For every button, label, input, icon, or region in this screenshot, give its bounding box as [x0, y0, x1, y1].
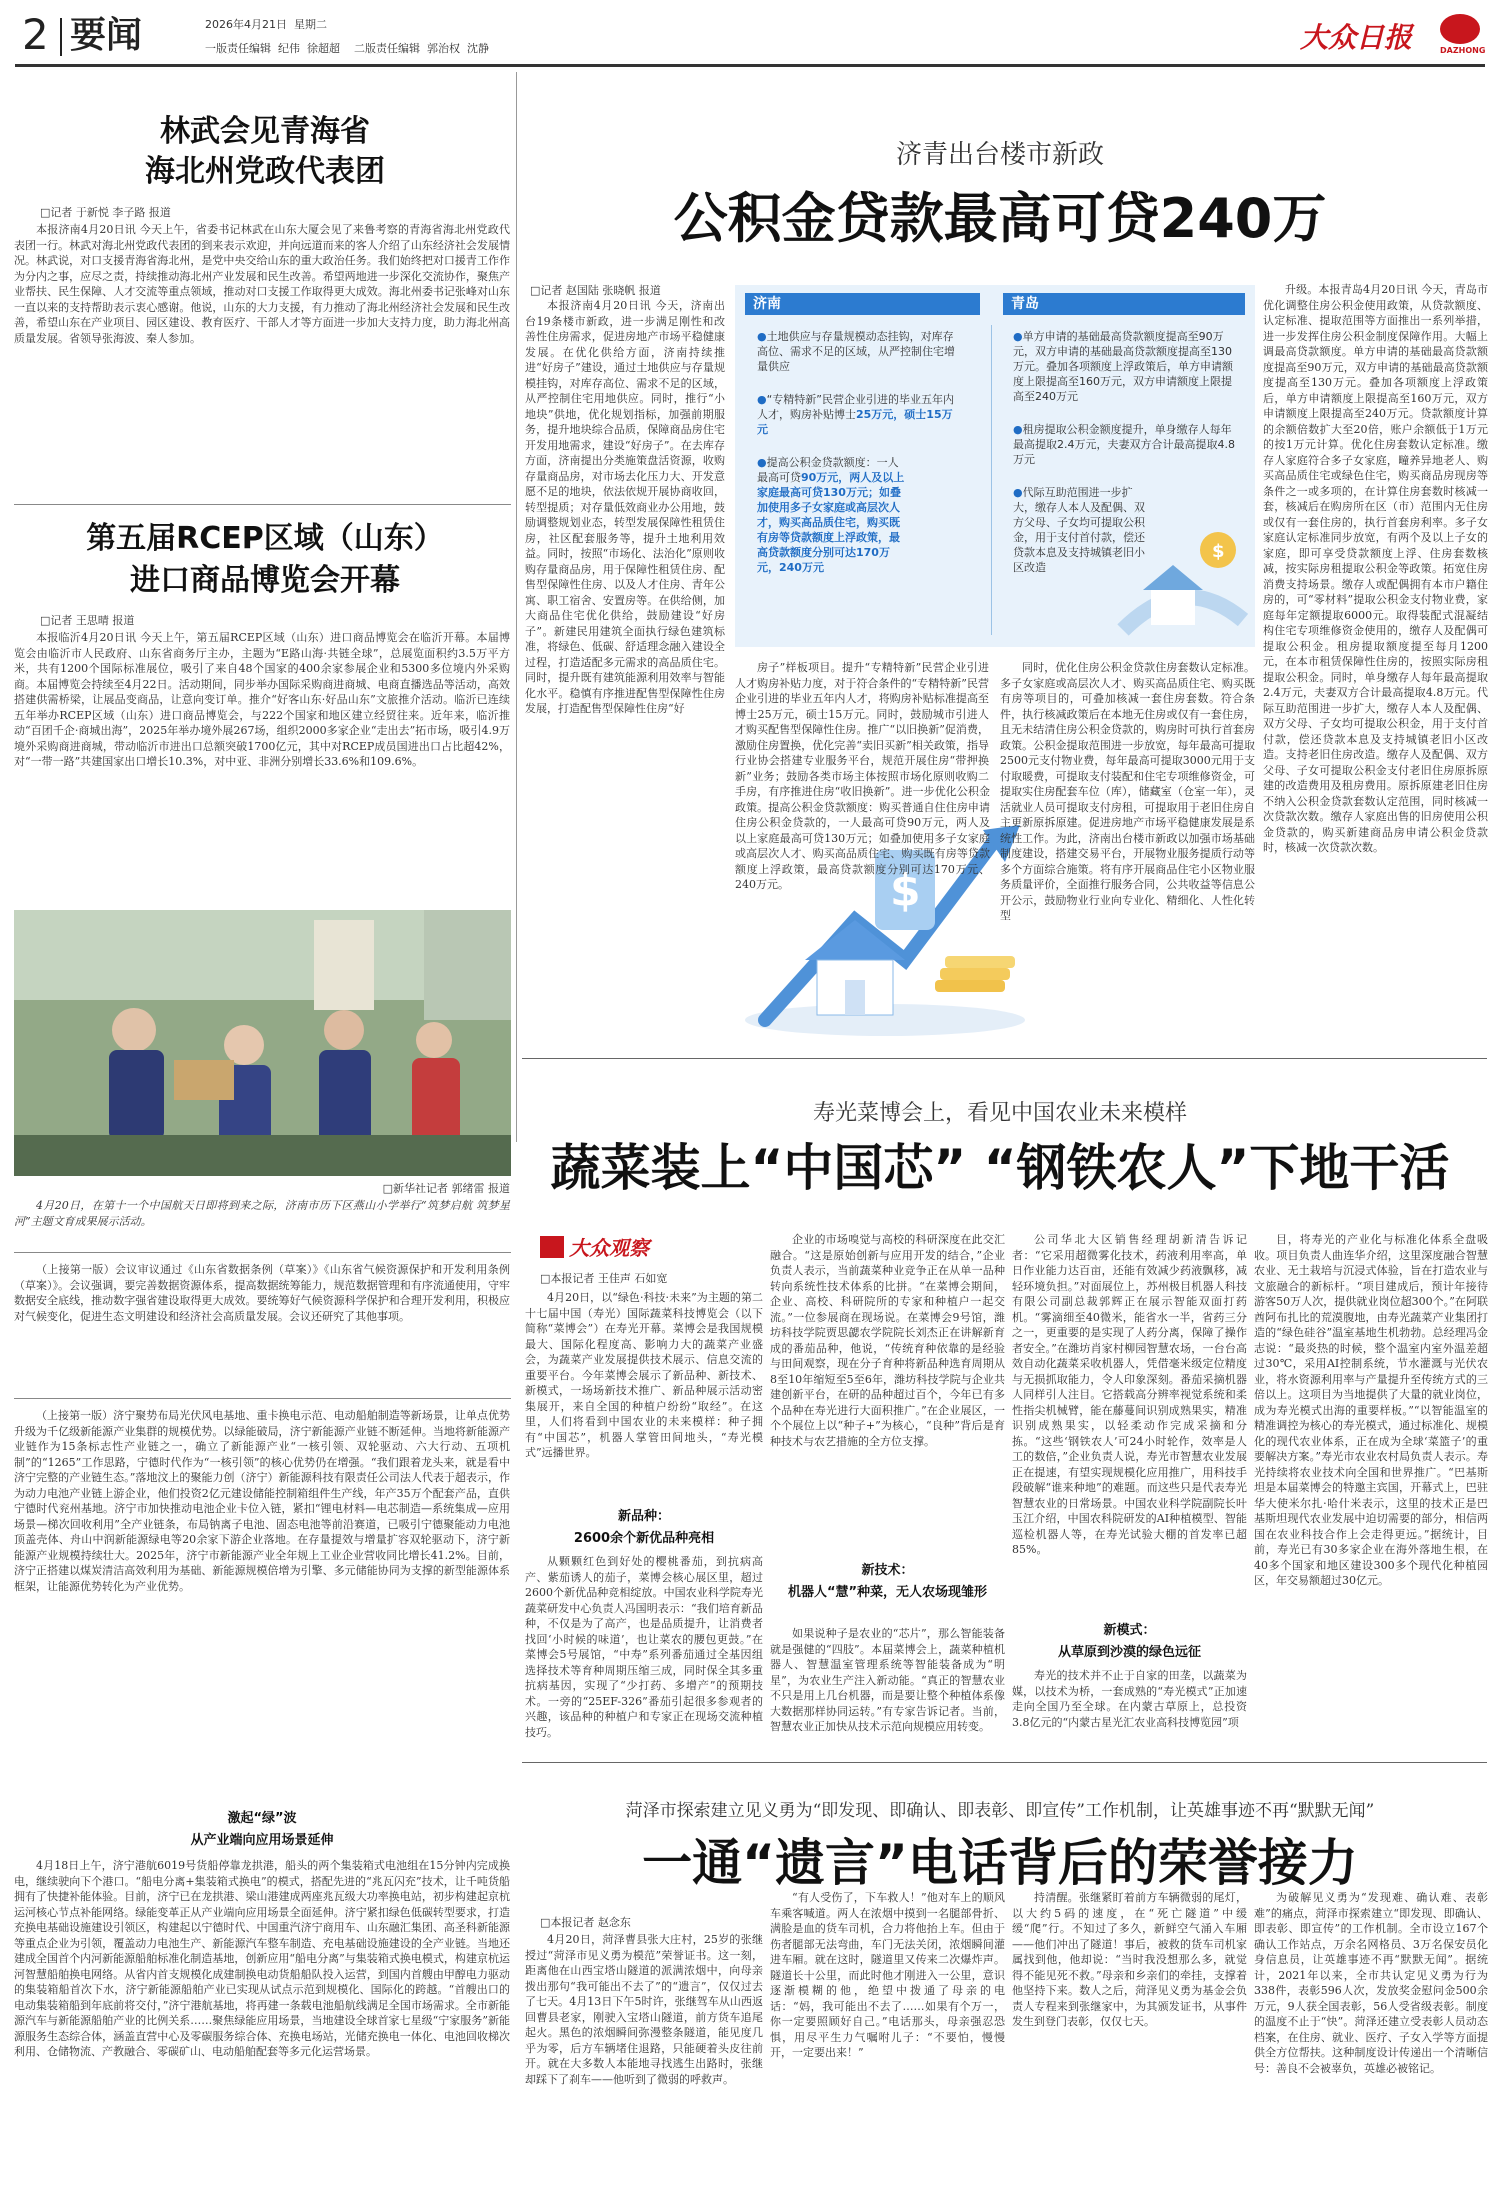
- card-divider: [991, 325, 992, 635]
- jinan-label: 济南: [745, 293, 980, 315]
- story2-body: 本报临沂4月20日讯 今天上午，第五届RCEP区域（山东）进口商品博览会在临沂开幕。本届博览会由临沂市人民政府、山东省商务厅主办，主题为“E路山海·共链全球”，总展览面积约3.5万平方米，共有1200个国际标准展位，吸引了来自48个国家的400余家参展企业和5300多位境内外采购商。本届博览会持续至4月22日。活动期间，同步举办国际采购商进商城、电商直播选品等活动，高效搭建供需桥梁，让展品变商品，让意向变订单。推介“好客山东·好品山东”文旅推介活动。临沂已连续五年举办RCEP区域（山东）进口商品博览会，与222个国家和地区建立经贸往来。近年来，临沂推动“百团千企·商城出海”，2025年举办境外展267场，组织2000多家企业“走出去”拓市场，吸引4.9万境外采购商进商城，带动临沂市进出口总额突破1700亿元，其中对RCEP成员国进出口占比超42%，对“一带一路”共建国家出口增长10.3%，对中亚、非洲分别增长33.6%和109.6%。: [14, 631, 510, 768]
- news-photo: [14, 910, 511, 1176]
- story7-col4: 为破解见义勇为“发现难、确认难、表彰难”的痛点，菏泽市探索建立“即发现、即确认、即表彰、即宣传”的工作机制。全市设立167个确认工作站点，万余名网格员、3万名保安员化身信息员，让英雄事迹不再“默默无闻”。据统计，2021年以来，全市共认定见义勇为行为338件，表彰596人次，发放奖金慰问金500余万元，9人获全国表彰，56人受省级表彰。制度的温度不止于“快”。菏泽还建立受表彰人员动态档案，在住房、就业、医疗、子女入学等方面提供全方位帮扶。这种制度设计传递出一个清晰信号：善良不会被辜负，英雄必被铭记。: [1254, 1891, 1488, 2075]
- section-rule: [14, 1252, 511, 1253]
- story6-col4: 目，将寿光的产业化与标准化体系全盘吸收。项目负责人曲连华介绍，这里深度融合智慧农业、无土栽培与沉浸式体验，旨在打造农业与文旅融合的新标杆。“项目建成后，预计年接待游客50万人次，提供就业岗位超300个。”在阿联酋阿布扎比的荒漠腹地，由寿光蔬菜产业集团打造的“绿色硅谷”温室基地生机勃勃。总经理冯金志说：“最炎热的时候，整个温室内室外温差超过30℃，采用AI控制系统，节水灌溉与光伏农业，将水资源利用率与产量提升至传统方式的三倍以上。这项目为当地提供了大量的就业岗位，成为寿光模式出海的重要样板。”“以智能温室的精准调控为核心的寿光模式，通过标准化、规模化的现代农业体系，正在成为全球‘菜篮子’的重要解决方案。”寿光市农业农村局负责人表示。寿光持续将农业技术向全国和世界推广。“巴基斯坦是本届菜博会的特邀主宾国，开幕式上，巴驻华大使米尔扎·哈什米表示，这里的技术正是巴基斯坦现代农业发展中迫切需要的部分，相信两国在农业科技合作上会走得更远。”据统计，目前，寿光已有30多家企业在海外落地生根，在40多个国家和地区建设300多个现代化种植园区，年交易额超过30亿元。: [1254, 1233, 1488, 1587]
- section-rule: [522, 1058, 1487, 1059]
- bullet-icon: ●: [1013, 423, 1023, 436]
- story6-col1: 4月20日，以“绿色·科技·未来”为主题的第二十七届中国（寿光）国际蔬菜科技博览会（以下简称“菜博会”）在寿光开幕。菜博会是我国规模最大、国际化程度高、影响力大的蔬菜产业盛会，为蔬菜产业发展提供技术展示、信息交流的重要平台。今年菜博会展示了新品种、新技术、新模式，一场场新技术推广、新品种展示活动密集展开，来自全国的种植户纷纷“取经”。在这里，人们将看到中国农业的未来模样：种子拥有“中国芯”，机器人掌管田间地头，“寿光模式”远播世界。: [525, 1291, 763, 1459]
- story5-col4: 升级。本报青岛4月20日讯 今天，青岛市优化调整住房公积金使用政策，从贷款额度、认定标准、提取范围等方面推出一系列举措，进一步发挥住房公积金制度保障作用。大幅上调最高贷款额度。单方申请的基础最高贷款额度提高至90万元，双方申请的基础最高贷款额度提高至130万元。叠加各项额度上浮政策后，单方申请额度上限提高至160万元，双方申请额度上限提高至240万元。贷款额度计算的余额倍数扩大至20倍，账户余额低于1万元的按1万元计算。优化住房套数认定标准。缴存人家庭符合多子女家庭，疃养异地老人、购买高品质住宅或绿色住宅，购买商品房现房等条件之一或多项的，在计算住房套数时核减一套，核减后在购房所在区（市）范围内无住房或仅有一套住房的，执行首套房利率。多子女家庭认定标准同步放宽，有两个及以上子女的家庭，即可享受贷款额度上浮、住房套数核减，按实际房租提取公积金等政策。拓宽住房消费支持场景。缴存人或配偶拥有本市户籍住房的，可“零材料”提取公积金支付物业费，家庭每年定额提取6000元。取得装配式混凝结构住宅专项维修资金使用的，缴存人及配偶可提取公积金。租房提取额度提至每月1200元，在本市租赁保障性住房的，按照实际房租提取公积金。同时，单身缴存人每年最高提取2.4万元，夫妻双方合计最高提取4.8万元。代际互助范围进一步扩大，缴存人本人及配偶、双方父母、子女均可提取公积金，用于支付首付款，偿还贷款本息及支持城镇老旧小区改造。支持老旧住房改造。缴存人及配偶、双方父母、子女可提取公积金支付老旧住房原拆原建的改造费用及租房费用。原拆原建老旧住房不纳入公积金贷款套数认定范围，同时核减一次贷款次数。缴存人家庭出售的旧房使用公积金贷款的，购买新建商品房申请公积金贷款时，核减一次贷款次数。: [1263, 283, 1488, 854]
- story4-body2: 4月18日上午，济宁港航6019号货船停靠龙拱港，船头的两个集装箱式电池组在15分钟内完成换电，继续驶向下个港口。“船电分离+集装箱式换电”的模式，搭配先进的“兆瓦闪充”技术，让千吨货船拥有了快捷补能体验。目前，济宁已在龙拱港、梁山港建成两座兆瓦级大功率换电站，初步构建起京杭运河核心节点补能网络。绿能变革正从产业端向应用场景全面延伸。济宁紧扣绿色低碳转型要求，打造充换电基础设施建设引领区，构建起以宁德时代、中国重汽济宁商用车、山东融汇集团、高圣科新能源等重点企业为引领，覆盖动力电池生产、新能源汽车整车制造、充电基础设施建设的全产业链。当地还建成全国首个内河新能源船舶标准化制造基地，创新应用“船电分离”与集装箱式换电模式，构建京杭运河智慧船舶换电网络。从省内首支规模化成建制换电动货船船队投入运营，到国内首艘由甲醇电力驱动的集装箱船首次下水，济宁新能源船舶产业已实现从试点示范到规模化、国际化的跨越。“首艘出口的电动集装箱船到年底前将交付，”济宁港航基地，将再建一条载电池船航线满足全国市场需求。全市新能源汽车与新能源船舶产业的比例关系……聚焦绿能应用场景，当地建设全球首家七星级“宁家服务”新能源服务生态综合体，涵盖直营中心及零碳服务综合体、充换电场站，光储充换电一体化、电池回收梯次利用、仓储物流、产教融合、零碳矿山、电动船舶配套等多元化运营场景。: [14, 1859, 510, 2058]
- jinan-items: [757, 329, 957, 593]
- story5-title: 公积金贷款最高可贷240万: [673, 187, 1327, 250]
- story6-col1b: 从颗颗红色到好处的樱桃番茄，到抗病高产、紫茄诱人的茄子，菜博会核心展区里，超过2600个新优品种竞相绽放。中国农业科学院寿光蔬菜研发中心负责人冯国明表示：“我们培育新品种，不仅是为了高产，也是品质提升，让消费者找回‘小时候的味道’，也让菜农的腰包更鼓。”在菜博会5号展馆，“中寿”系列番茄通过全基因组选择技术等育种周期压缩三成，同时保全其多重抗病基因，实现了“少打药、多增产”的预期技术。一旁的“25EF-326”番茄引起很多参观者的兴趣，该品种的种植户和专家正在现场交流种植技巧。: [525, 1555, 763, 1739]
- page-number: 2: [22, 10, 49, 59]
- story4-body1: （上接第一版）济宁聚势布局光伏风电基地、重卡换电示范、电动船舶制造等新场景，让单点优势升级为千亿级新能源产业集群的规模优势。以绿能破局，济宁新能源产业链不断延伸。当地将新能源产业链作为15条标志性产业链之一，确立了新能源产业“一核引领、双轮驱动、六大行动、五项机制”的“1265”工作思路，宁德时代作为“一核引领”的核心优势仍在增强。“我们跟着龙头来，就是看中济宁完整的产业链生态。”落地汶上的聚能力创（济宁）新能源科技有限责任公司法人代表于超表示，作为动力电池产业链上游企业，他们投资2亿元建设储能控制箱组件生产线，年产35万个配套产品，直供宁德时代兖州基地。济宁市加快推动电池企业卡位入链，紧扣“锂电材料—电芯制造—系统集成—应用场景—梯次回收利用”全产业链条，布局钠离子电池、固态电池等前沿赛道，已吸引宁德聚能动力电池顶盖壳体、舟山中润新能源绿电等20余家下游企业落地。在存量提效与增量扩容双轮驱动下，济宁新能源产业规模持续壮大。2025年，济宁市新能源产业全年规上工业企业营收同比增长41.2%。目前，济宁正搭建以煤炭清洁高效利用为基础、新能源规模倍增为引擎、多元储能协同为支撑的新型能源体系框架，让能源优势转化为产业优势。: [14, 1409, 510, 1593]
- story7-col3: 持清醒。张继紧盯着前方车辆微弱的尾灯，以大约5码的速度，在“死亡隧道”中缓缓“爬”行。不知过了多久，新鲜空气涌入车厢——他们冲出了隧道！事后，被救的货车司机家属找到他，他却说：“当时我没想那么多，就觉得不能见死不救。”母亲和乡亲们的牵挂，支撑着他坚持下来。数人之后，菏泽见义勇为基金会负责人专程来到张继家中，为其颁发证书，从事件发生到登门表彰，仅仅七天。: [1012, 1891, 1247, 2028]
- bullet-icon: ●: [1013, 330, 1023, 343]
- story7-byline: □本报记者 赵念东: [540, 1916, 631, 1929]
- story6-col3: 公司华北大区销售经理胡新清告诉记者：“它采用超微雾化技术，药液利用率高，单日作业能力达百亩，还能有效减少药液飘移，减轻环境负担。”对面展位上，苏州极目机器人科技有限公司副总裁郭辉正在展示智能双面打药机。“雾滴细至40微米，能省水一半，省药三分之一，更重要的是实现了人药分离，保障了操作者安全。”在潍坊肖家村柳园智慧农场，一台台高效自动化蔬菜采收机器人，凭借毫米级定位精度与无损抓取能力，令人印象深刻。番茄采摘机器人同样引人注目。它搭载高分辨率视觉系统和柔性指尖机械臂，能在藤蔓间识别成熟果实，精准识别成熟果实，以轻柔动作完成采摘和分拣。“这些‘钢铁农人’可24小时轮作，效率是人工的数倍，”企业负责人说，寿光市智慧农业发展正在提速，有望实现规模化应用推广，用科技手段破解“谁来种地”的难题。而这些只是代表寿光智慧农业的日常场景。中国农业科学院副院长叶玉江介绍，中国农科院研发的AI种植模型、智能巡检机器人等，在寿光试验大棚的首发率已超85%。: [1012, 1233, 1247, 1556]
- story6-sub1: 新品种： 2600余个新优品种亮相: [573, 1509, 715, 1546]
- story3-body: （上接第一版）会议审议通过《山东省数据条例（草案）》《山东省气候资源保护和开发利用条例（草案）》。会议强调，要完善数据资源体系，提高数据统筹能力，规范数据管理和有序流通使用，守牢数据安全底线，推动数字强省建设取得更大成效。要统筹好气候资源科学保护和合理开发利用，积极应对气候变化，促进生态文明建设和经济社会高质量发展。会议还研究了其他事项。: [14, 1263, 510, 1323]
- story7-col1: 4月20日，菏泽曹县张大庄村，25岁的张继授过“菏泽市见义勇为模范”荣誉证书。这一刻，距离他在山西宝塔山隧道的派满浓烟中，向母亲拨出那句“我可能出不去了”的“遗言”，仅仅过去了七天。4月13日下午5时许，张继驾车从山西返回曹县老家，刚驶入宝塔山隧道，前方货车追尾起火。黑色的浓烟瞬间弥漫整条隧道，能见度几乎为零，后方车辆堵住退路，只能硬着头皮往前开。就在大多数人本能地寻找逃生出路时，张继却踩下了刹车——他听到了微弱的呼救声。: [525, 1933, 763, 2086]
- paper-logo: 大众日报 DAZHONG: [1300, 14, 1490, 58]
- story6-col2b: 如果说种子是农业的“芯片”，那么智能装备就是强健的“四肢”。本届菜博会上，蔬菜种植机器人、智慧温室管理系统等智能装备成为“明星”，为农业生产注入新动能。“真正的智慧农业不只是用上几台机器，而是要让整个种植体系像大数据那样协同运转。”有专家告诉记者。当前，智慧农业正加快从技术示范向规模应用转变。: [770, 1627, 1005, 1733]
- photo-students-illustration: [14, 910, 511, 1176]
- story6-title: 蔬菜装上“中国芯” “钢铁农人”下地干活: [550, 1139, 1450, 1197]
- jinan-item: ●提高公积金贷款额度：一人最高可贷90万元，两人及以上家庭最高可贷130万元；如叠加使用多子女家庭或高层次人才，购买高品质住宅，购买既有房等贷款额度上浮政策，最高贷款额度分别可达170万元，240万元: [757, 456, 905, 574]
- masthead-divider: [60, 18, 62, 56]
- story5-kicker: 济青出台楼市新政: [895, 140, 1104, 170]
- story5-col3: 同时，优化住房公积金贷款住房套数认定标准。多子女家庭或高层次人才、购买高品质住宅、购买既有房等项目的，可叠加核减一套住房套数。符合条件，执行核减政策后在本地无住房或仅有一套住房，且无未结清住房公积金贷款的，购房时可执行首套房政策。公积金提取范围进一步放宽，每年最高可提取2500元支付物业费，每年最高可提取3000元用于支付取暖费，可提取支付装配和住宅专项维修资金，可提取实住房配套车位（库），储藏室（仓室一年），灵活就业人员可提取支付房租，可提取用于老旧住房自主更新原拆原建。促进房地产市场平稳健康发展是系统性工作。为此，济南出台楼市新政以加强市场基础制度建设，搭建交易平台，开展物业服务提质行动等多个方面综合施策。将有序开展商品住宅小区物业服务质量评价，全面推行服务合同，公共收益等信息公开公示，鼓励物业行业向专业化、精细化、人性化转型: [1000, 661, 1255, 922]
- bullet-icon: ●: [757, 330, 767, 343]
- issue-date: 2026年4月21日 星期二: [205, 18, 327, 31]
- story7-col2: “有人受伤了，下车救人！”他对车上的顺风车乘客喊道。两人在浓烟中摸到一名腿部骨折、满脸是血的货车司机，合力将他抬上车。但由于伤者腿部无法弯曲，车门无法关闭，浓烟瞬间灌进车厢。就在这时，隧道里又传来二次爆炸声。隧道长十公里，而此时他才刚进入一公里，意识逐渐模糊的他，绝望中拨通了母亲的电话：“妈，我可能出不去了……如果有个万一，你一定要照顾好自己。”电话那头，母亲强忍恐惧，用尽平生力气嘱咐儿子：“不要怕，慢慢开，一定要出来！”: [770, 1891, 1005, 2059]
- story6-byline: □本报记者 王佳声 石如宽: [540, 1272, 668, 1285]
- jinan-item: ●“专精特新”民营企业引进的毕业五年内人才，购房补贴博士25万元，硕士15万元: [757, 393, 955, 436]
- story2-title: 第五届RCEP区域（山东） 进口商品博览会开幕: [86, 521, 444, 598]
- story6-kicker: 寿光菜博会上，看见中国农业未来模样: [812, 1101, 1187, 1126]
- column-logo-icon: [540, 1236, 564, 1258]
- section-rule: [522, 1762, 1487, 1763]
- qingdao-label: 青岛: [1003, 293, 1245, 315]
- story6-sub2: 新技术： 机器人“慧”种菜，无人农场现雏形: [787, 1563, 988, 1600]
- column-logo: 大众观察: [540, 1232, 649, 1260]
- section-rule: [14, 504, 511, 505]
- story5-col1: 本报济南4月20日讯 今天，济南出台19条楼市新政，进一步满足刚性和改善性住房需求，促进房地产市场平稳健康发展。在优化供给方面，济南持续推进“好房子”建设，通过土地供应与存量规模挂钩，对库存高位、需求不足的区域，从严控制住宅用地供应。同时，推行“小地块”供地，优化规划指标，加强前期服务，提升地块综合品质，保障商品房住宅开发用地需求，建设“好房子”。在去库存方面，济南提出分类施策盘活资源，收购存量商品房，对市场去化压力大、开发意愿不足的地块，依法依规开展协商收回，转型提质；对存量低效商业办公用地，鼓励调整规划业态，转型发展保障性租赁住房，社区配套服务等，提升土地利用效益。同时，按照“市场化、法治化”原则收购存量商品房，用于保障性租赁住房、配售型保障性住房、以及人才住房、青年公寓、职工宿舍、安置房等。在供给侧，加大商品住宅优化供给，鼓励建设“好房子”。新建民用建筑全面执行绿色建筑标准，将绿色、低碳、舒适理念融入建设全过程，打造适配多元需求的高品质住宅。同时，提升既有建筑能源利用效率与智能化水平。稳慎有序推进配售型保障性住房发展，打造配售型保障性住房“好: [525, 299, 725, 715]
- qingdao-item: ●单方申请的基础最高贷款额度提高至90万元，双方申请的基础最高贷款额度提高至130万元。叠加各项额度上浮政策后，单方申请额度上限提高至160万元，双方申请额度上限提高至240万元: [1013, 330, 1233, 403]
- bullet-icon: ●: [757, 393, 767, 406]
- policy-card: [735, 285, 1255, 647]
- story5-byline: □记者 赵国陆 张晓帆 报道: [530, 284, 661, 297]
- story7-title: 一通“遗言”电话背后的荣誉接力: [642, 1834, 1358, 1892]
- story6-col2: 企业的市场嗅觉与高校的科研深度在此交汇融合。“这是原始创新与应用开发的结合，”企业负责人表示，当前蔬菜种业竞争正在从单一品种转向系统性技术体系的比拼。“在菜博会期间，企业、高校、科研院所的专家和种植户一起交流。”一位参展商在现场说。在菜博会9号馆，潍坊科技学院贾思勰农学院院长刘杰正在讲解新育成的番茄品种，他说，“传统育种依靠的是经验与田间观察，现在分子育种将新品种选育周期从8至10年缩短至5至6年，潍坊科技学院与企业共建创新平台，在研的品种超过百个，今年已有多个品种在寿光进行大面积推广。”在企业展区，一个个展位上以“种子+”为核心，“良种”背后是育种技术与农艺措施的全方位支撑。: [770, 1233, 1005, 1448]
- qingdao-item: ●租房提取公积金额度提升，单身缴存人每年最高提取2.4万元，夫妻双方合计最高提取4.8万元: [1013, 423, 1235, 466]
- logo-emblem-icon: [1440, 14, 1480, 44]
- svg-text:$: $: [1212, 541, 1225, 562]
- section-rule: [14, 1398, 511, 1399]
- story2-byline: □记者 王思晴 报道: [40, 614, 135, 627]
- story1-title: 林武会见青海省 海北州党政代表团: [145, 114, 385, 189]
- jinan-item: ●土地供应与存量规模动态挂钩，对库存高位、需求不足的区域，从严控制住宅增量供应: [757, 330, 955, 373]
- bullet-icon: ●: [1013, 486, 1023, 499]
- story7-kicker: 菏泽市探索建立见义勇为“即发现、即确认、即表彰、即宣传”工作机制，让英雄事迹不再“默默无闻”: [625, 1801, 1375, 1821]
- story6-col3b: 寿光的技术并不止于自家的田垄，以蔬菜为媒，以技术为桥，一套成熟的“寿光模式”正加速走向全国乃至全球。在内蒙古草原上，总投资3.8亿元的“内蒙古星光汇农业高科技博览园”项: [1012, 1669, 1247, 1729]
- photo-caption: 4月20日，在第十一个中国航天日即将到来之际，济南市历下区燕山小学举行“筑梦启航 筑梦星河”主题文育成果展示活动。: [14, 1199, 510, 1228]
- photo-byline: □新华社记者 郭绪雷 报道: [382, 1182, 510, 1195]
- story1-body: 本报济南4月20日讯 今天上午，省委书记林武在山东大厦会见了来鲁考察的青海省海北州党政代表团一行。林武对海北州党政代表团的到来表示欢迎，并向远道而来的客人介绍了山东经济社会发展情况。林武说，对口支援青海省海北州，是党中央交给山东的重大政治任务。我们始终把对口援青工作作为分内之事，应尽之责，持续推动海北州产业发展和民生改善。希望两地进一步深化交流协作，聚焦产业帮扶、民生保障、人才交流等重点领域，推动对口支援工作取得更大成效。海北州委书记张峰对山东一直以来的支持帮助表示衷心感谢。他说，山东的大力支援，有力推动了海北州经济社会发展和民生改善，希望山东在产业项目、园区建设、教育医疗、干部人才等方面进一步加大支持力度，助力海北州高质量发展。省领导张海波、秦人参加。: [14, 223, 510, 345]
- qingdao-item: ●代际互助范围进一步扩大，缴存人本人及配偶、双方父母、子女均可提取公积金，用于支付首付款，偿还贷款本息及支持城镇老旧小区改造: [1013, 486, 1145, 574]
- column-divider: [516, 72, 517, 1142]
- story5-col2: 房子”样板项目。提升“专精特新”民营企业引进人才购房补贴力度，对于符合条件的“专精特新”民营企业引进的毕业五年内人才，将购房补贴标准提高至博士25万元，硕士15万元。同时，鼓励城市引进人才购买配售型保障性住房。推广“以旧换新”促消费，激励住房置换，优化完善“卖旧买新”相关政策，指导行业协会搭建专业服务平台，规范开展住房“带押换新”业务；鼓励各类市场主体按照市场化原则收购二手房，有序推进住房“收旧换新”。进一步优化公积金政策。提高公积金贷款额度：购买普通自住住房申请住房公积金贷款的，一人最高可贷90万元，两人及以上家庭最高可贷130万元；如叠加使用多子女家庭或高层次人才、购买高品质住宅、购买既有房等贷款额度上浮政策，最高贷款额度分别可达170万元、240万元。: [735, 661, 990, 891]
- svg-text:$: $: [890, 865, 921, 916]
- masthead-rule: [15, 64, 1485, 67]
- story6-sub3: 新模式： 从草原到沙漠的绿色远征: [1057, 1623, 1201, 1660]
- house-coin-illustration: [1113, 510, 1253, 640]
- story1-byline: □记者 于新悦 李子路 报道: [40, 206, 171, 219]
- story4-subhead: 激起“绿”波 从产业端向应用场景延伸: [190, 1811, 334, 1848]
- section-name: 要闻: [70, 15, 143, 56]
- bullet-icon: ●: [757, 456, 767, 469]
- editors-line: 一版责任编辑 纪伟 徐超超 二版责任编辑 郭治权 沈静: [205, 42, 489, 55]
